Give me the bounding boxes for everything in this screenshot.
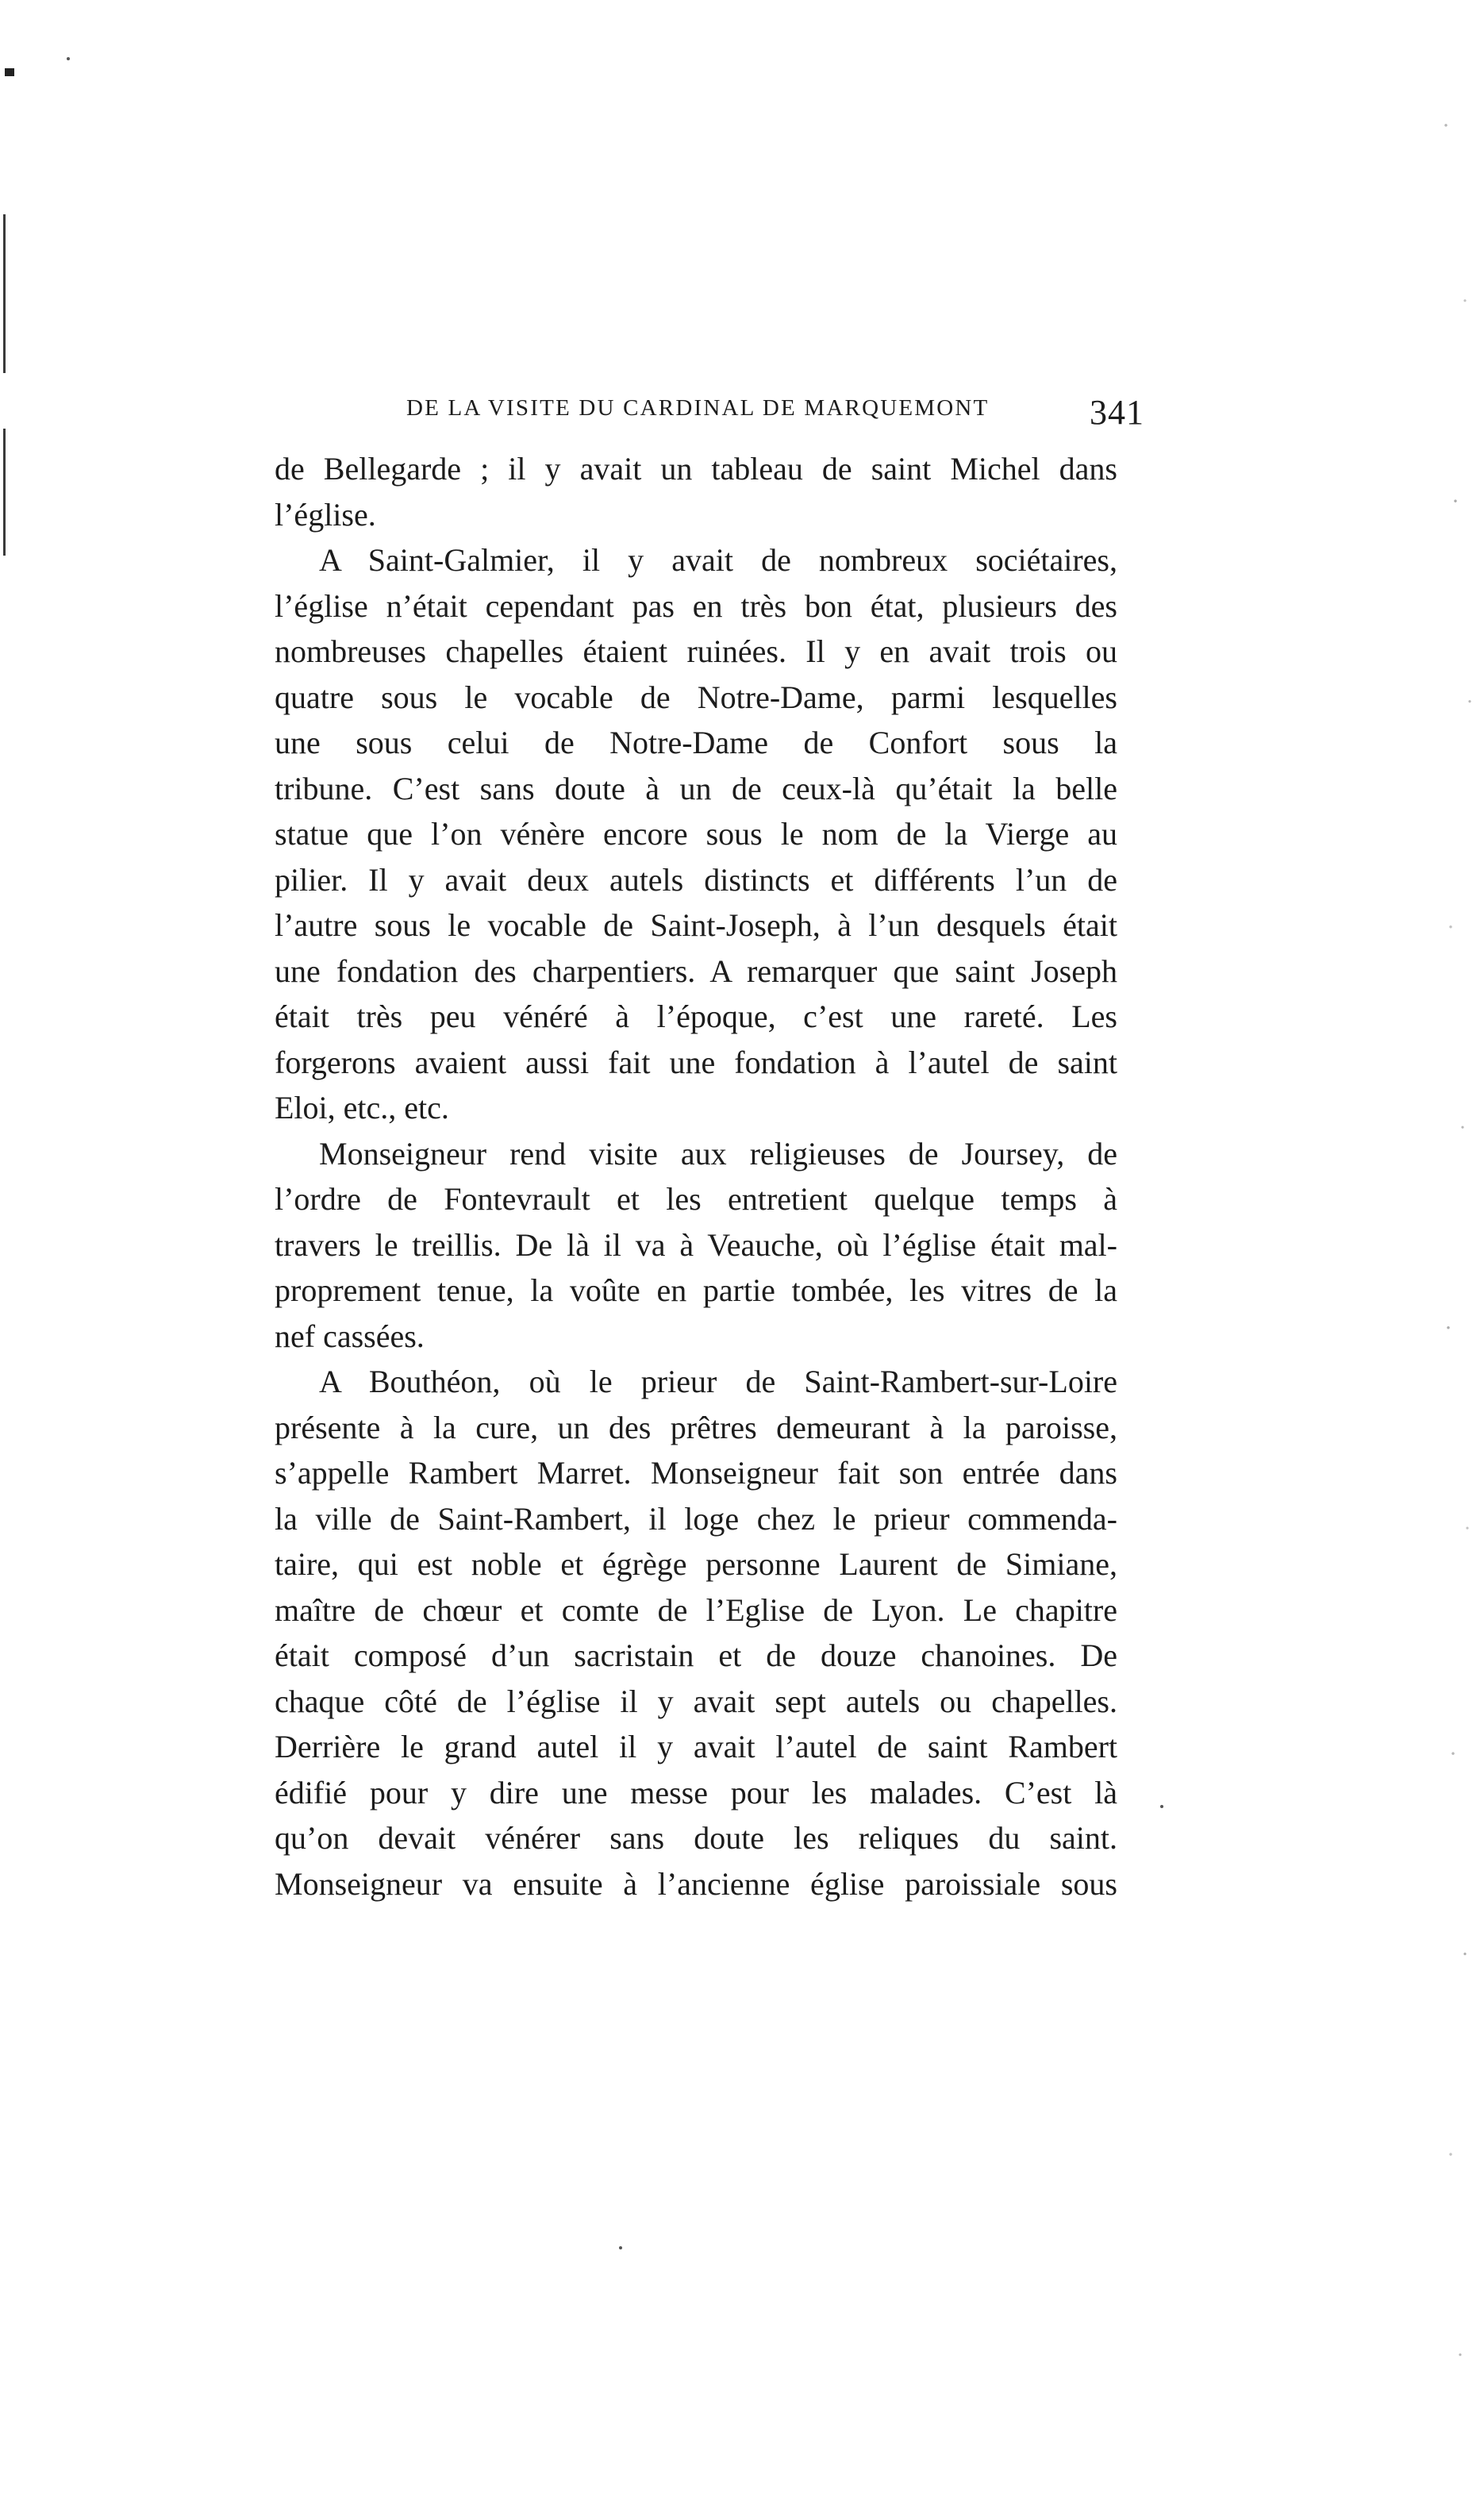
text-line: pilier. Il y avait deux autels distincts et différents l’un de xyxy=(275,861,1117,898)
text-line: travers le treillis. De là il va à Veauche, où l’église était mal- xyxy=(275,1226,1117,1263)
text-line: Eloi, etc., etc. xyxy=(275,1090,449,1126)
text-line: Monseigneur rend visite aux religieuses de Joursey, de xyxy=(319,1135,1117,1172)
scan-speck xyxy=(5,68,14,76)
text-line: maître de chœur et comte de l’Eglise de Lyon. Le chapitre xyxy=(275,1591,1117,1628)
text-line: édifié pour y dire une messe pour les malades. C’est là xyxy=(275,1774,1117,1810)
text-line: l’église n’était cependant pas en très bon état, plusieurs des xyxy=(275,587,1117,624)
text-line: était composé d’un sacristain et de douze chanoines. De xyxy=(275,1637,1117,1673)
text-line: l’église. xyxy=(275,496,376,533)
text-line: une fondation des charpentiers. A remarquer que saint Joseph xyxy=(275,952,1117,989)
text-line: présente à la cure, un des prêtres demeurant à la paroisse, xyxy=(275,1409,1117,1445)
scan-speck xyxy=(1160,1805,1163,1808)
text-line: nombreuses chapelles étaient ruinées. Il y en avait trois ou xyxy=(275,633,1117,669)
page-number: 341 xyxy=(1090,393,1144,432)
body-text xyxy=(275,446,1117,1907)
text-line: de Bellegarde ; il y avait un tableau de saint Michel dans xyxy=(275,451,1117,487)
running-head xyxy=(406,392,1144,440)
text-line: quatre sous le vocable de Notre-Dame, parmi lesquelles xyxy=(275,679,1117,715)
running-title: DE LA VISITE DU CARDINAL DE MARQUEMONT xyxy=(406,395,990,421)
text-line: la ville de Saint-Rambert, il loge chez le prieur commenda- xyxy=(275,1500,1117,1537)
text-line: l’ordre de Fontevrault et les entretient quelque temps à xyxy=(275,1181,1117,1217)
scan-speck xyxy=(619,2246,622,2249)
text-line: A Saint-Galmier, il y avait de nombreux sociétaires, xyxy=(319,542,1117,578)
text-line: s’appelle Rambert Marret. Monseigneur fait son entrée dans xyxy=(275,1455,1117,1491)
text-line: Monseigneur va ensuite à l’ancienne église paroissiale sous xyxy=(275,1865,1117,1902)
text-line: nef cassées. xyxy=(275,1318,425,1354)
text-line: proprement tenue, la voûte en partie tombée, les vitres de la xyxy=(275,1272,1117,1308)
scan-edge-line xyxy=(3,429,6,556)
text-line: A Bouthéon, où le prieur de Saint-Rambert-sur-Loire xyxy=(319,1364,1117,1399)
scan-speck xyxy=(67,57,70,60)
text-line: taire, qui est noble et égrège personne Laurent de Simiane, xyxy=(275,1546,1117,1582)
text-line: une sous celui de Notre-Dame de Confort sous la xyxy=(275,725,1117,760)
text-line: forgerons avaient aussi fait une fondation à l’autel de saint xyxy=(275,1044,1117,1080)
text-line: l’autre sous le vocable de Saint-Joseph, à l’un desquels était xyxy=(275,907,1117,943)
scan-edge-noise xyxy=(1436,0,1484,2505)
text-line: Derrière le grand autel il y avait l’autel de saint Rambert xyxy=(275,1729,1117,1764)
scan-edge-line xyxy=(3,214,6,373)
text-line: qu’on devait vénérer sans doute les reliques du saint. xyxy=(275,1820,1117,1856)
text-line: était très peu vénéré à l’époque, c’est une rareté. Les xyxy=(275,999,1117,1034)
text-line: tribune. C’est sans doute à un de ceux-là qu’était la belle xyxy=(275,770,1117,806)
text-line: statue que l’on vénère encore sous le nom de la Vierge au xyxy=(275,816,1117,852)
text-line: chaque côté de l’église il y avait sept autels ou chapelles. xyxy=(275,1683,1117,1719)
